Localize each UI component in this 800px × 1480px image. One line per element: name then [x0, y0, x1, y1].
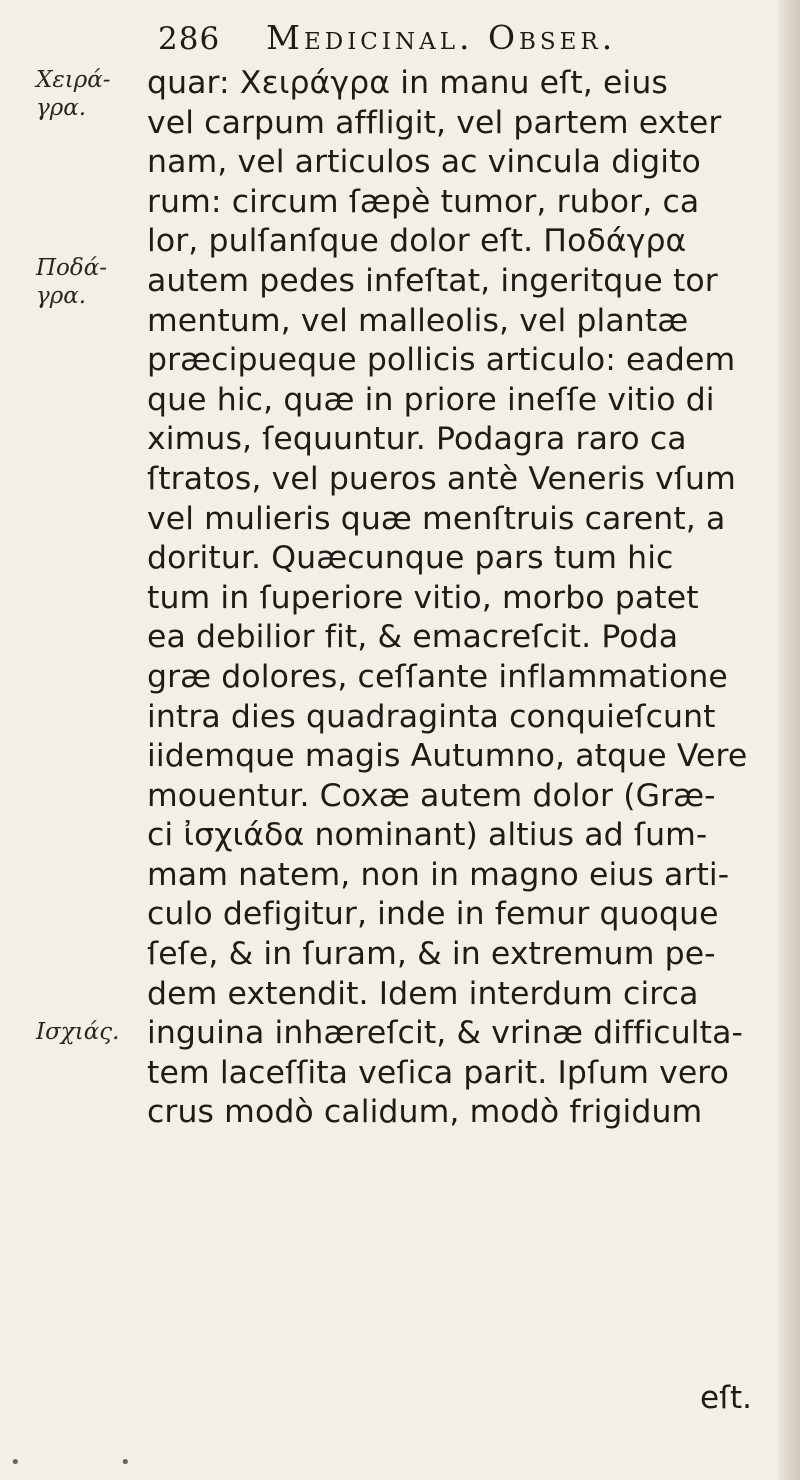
text-line: lor, pulſanſque dolor eſt. Ποδάγρα — [147, 223, 687, 260]
margin-note-line: γρα. — [36, 283, 87, 309]
page-edge-shadow — [778, 0, 800, 1480]
text-line: dem extendit. Idem interdum circa — [147, 975, 699, 1012]
text-line: culo defigitur, inde in femur quoque — [147, 896, 719, 933]
margin-note-podagra — [36, 254, 107, 310]
text-line: græ dolores, ceſſante inflammatione — [147, 658, 728, 695]
text-line: mentum, vel malleolis, vel plantæ — [147, 302, 689, 339]
text-line: præcipueque pollicis articulo: eadem — [147, 342, 736, 379]
catchword: eſt. — [700, 1380, 752, 1416]
text-line: ci ἰσχιάδα nominant) altius ad ſum- — [147, 817, 708, 854]
text-line: que hic, quæ in priore ineſſe vitio di — [147, 381, 715, 418]
footer-marks — [0, 1452, 800, 1472]
text-line: ea debilior fit, & emacreſcit. Poda — [147, 619, 679, 656]
text-line: mouentur. Coxæ autem dolor (Græ- — [147, 777, 716, 814]
text-line: rum: circum ſæpè tumor, rubor, ca — [147, 183, 700, 220]
text-line: inguina inhæreſcit, & vrinæ difficulta- — [147, 1015, 743, 1052]
margin-note-ischias — [36, 1018, 119, 1046]
bleed-mark: • — [120, 1452, 131, 1473]
text-line: intra dies quadraginta conquieſcunt — [147, 698, 716, 735]
text-line: quar: Χειράγρα in manu eſt, eius — [147, 65, 668, 101]
text-line: vel mulieris quæ menſtruis carent, a — [147, 500, 726, 537]
margin-note-line: Ποδά- — [36, 255, 108, 281]
text-line: nam, vel articulos ac vincula digito — [147, 144, 701, 181]
text-line: autem pedes infeſtat, ingeritque tor — [147, 262, 718, 299]
text-line: doritur. Quæcunque pars tum hic — [147, 540, 674, 577]
bleed-mark: • — [10, 1452, 21, 1473]
text-line: mam natem, non in magno eius arti- — [147, 856, 730, 893]
margin-note-line: Ισχιάς. — [36, 1019, 120, 1045]
text-line: tem laceſſita veſica parit. Ipſum vero — [147, 1054, 730, 1091]
margin-note-line: γρα. — [36, 95, 87, 121]
text-line: ſeſe, & in ſuram, & in extremum pe- — [147, 936, 716, 973]
text-line: iidemque magis Autumno, atque Vere — [147, 738, 748, 775]
margin-note-chiragra — [36, 66, 111, 122]
text-line: ſtratos, vel pueros antè Veneris vſum — [147, 460, 736, 497]
margin-note-line: Χειρά- — [36, 67, 111, 93]
margin-notes — [0, 0, 140, 1480]
text-line: ximus, ſequuntur. Podagra raro ca — [147, 421, 687, 458]
text-line: crus modò calidum, modò frigidum — [147, 1094, 703, 1131]
body-text — [147, 64, 777, 1133]
page-header — [158, 18, 778, 62]
running-title: Medicinal. Obser. — [266, 18, 617, 57]
text-line: tum in ſuperiore vitio, morbo patet — [147, 579, 699, 616]
page-number: 286 — [158, 21, 221, 57]
text-line: vel carpum affligit, vel partem exter — [147, 104, 722, 141]
